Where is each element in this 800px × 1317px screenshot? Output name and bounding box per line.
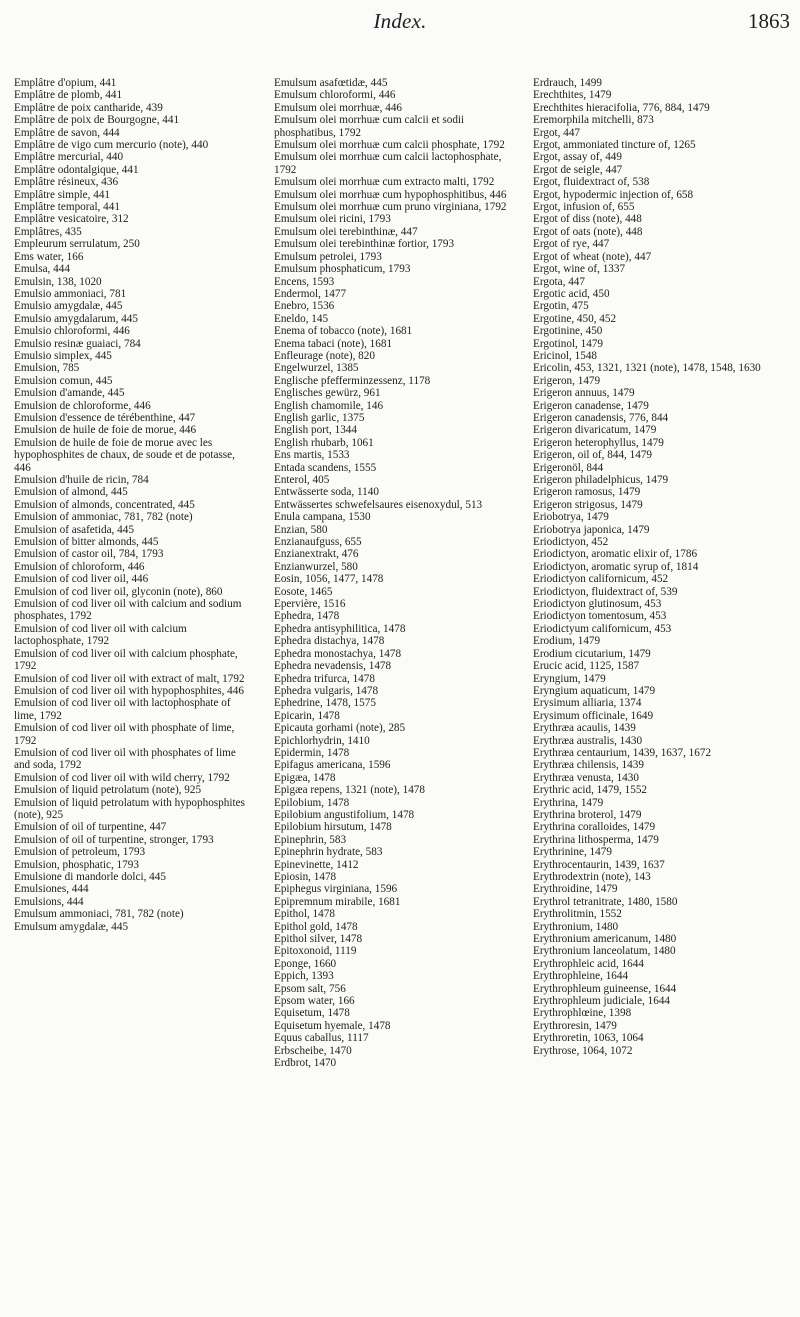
index-entry: Ergot of wheat (note), 447 <box>533 250 652 263</box>
index-entry: Epichlorhydrin, 1410 <box>274 734 370 747</box>
index-entry: Ergot of oats (note), 448 <box>533 225 643 238</box>
index-entry: Emulsum olei ricini, 1793 <box>274 213 391 226</box>
index-entry: Erigeron strigosus, 1479 <box>533 498 643 511</box>
index-entry: Enebro, 1536 <box>274 300 335 313</box>
index-entry: Engelwurzel, 1385 <box>274 362 359 375</box>
index-entry: Erythroidine, 1479 <box>533 883 618 896</box>
index-entry: Epervière, 1516 <box>274 598 346 611</box>
index-entry: Emulsion d'amande, 445 <box>14 387 125 400</box>
index-entry: Emulsion of cod liver oil with calcium lactophosphate, 1792 <box>14 622 187 648</box>
index-entry: Epigæa repens, 1321 (note), 1478 <box>274 784 425 797</box>
index-entry: Emulsum olei morrhuæ cum pruno virginiana, 1792 <box>274 201 507 214</box>
index-entry: Epilobium hirsutum, 1478 <box>274 821 392 834</box>
index-entry: Emulsion de huile de foie de morue avec les hypophosphites de chaux, de soude et de potasse, 446 <box>14 436 235 474</box>
index-entry: Emulsum olei morrhuæ cum hypophosphitibus, 446 <box>274 188 507 201</box>
index-entry: Erythrophleum judiciale, 1644 <box>533 995 671 1008</box>
index-entry: Emplâtre vesicatoire, 312 <box>14 213 129 226</box>
index-entry: Emplâtre de poix de Bourgogne, 441 <box>14 114 180 127</box>
index-entry: Erigeron annuus, 1479 <box>533 387 635 400</box>
index-entry: Ergotin, 475 <box>533 300 589 313</box>
index-entry: Erdbrot, 1470 <box>274 1057 337 1070</box>
index-entry: Emulsio amygdalarum, 445 <box>14 312 138 325</box>
index-entry: Erodium cicutarium, 1479 <box>533 647 651 660</box>
index-entry: Epifagus americana, 1596 <box>274 759 391 772</box>
index-entry: Ergot of rye, 447 <box>533 238 610 251</box>
index-entry: Ephedrine, 1478, 1575 <box>274 697 376 710</box>
index-entry: Erythronium americanum, 1480 <box>533 933 677 946</box>
index-entry: Eryngium aquaticum, 1479 <box>533 684 656 697</box>
index-entry: Ericinol, 1548 <box>533 349 598 362</box>
index-entry: Emulsion of oil of turpentine, 447 <box>14 821 167 834</box>
index-entry: Erythrina coralloides, 1479 <box>533 821 656 834</box>
index-entry: Emulsion d'huile de ricin, 784 <box>14 474 149 486</box>
index-entry: Emulsum olei morrhuæ, 446 <box>274 101 403 114</box>
index-entry: Ergotinol, 1479 <box>533 337 604 350</box>
index-entry: Emulsion, 785 <box>14 362 80 375</box>
index-entry: Erythrol tetranitrate, 1480, 1580 <box>533 895 678 908</box>
index-entry: Emulsione di mandorle dolci, 445 <box>14 871 166 883</box>
index-entry: Emulsio resinæ guaiaci, 784 <box>14 337 141 350</box>
index-entry: Eneldo, 145 <box>274 312 329 325</box>
index-entry: English garlic, 1375 <box>274 411 365 424</box>
index-entry: Erigeron canadensis, 776, 844 <box>533 411 669 424</box>
index-entry: Erythronium lanceolatum, 1480 <box>533 945 676 958</box>
index-entry: Erythric acid, 1479, 1552 <box>533 784 648 797</box>
index-entry: Emplâtre de plomb, 441 <box>14 89 123 102</box>
index-entry: Epiosin, 1478 <box>274 871 337 883</box>
index-entry: Enzianwurzel, 580 <box>274 560 358 573</box>
index-entry: Equisetum hyemale, 1478 <box>274 1019 391 1032</box>
index-entry: Emulsion comun, 445 <box>14 374 113 387</box>
index-entry: Emulsion of ammoniac, 781, 782 (note) <box>14 511 193 524</box>
index-entry: Emplâtre de savon, 444 <box>14 126 120 139</box>
index-entry: Eppich, 1393 <box>274 970 334 983</box>
index-entry: Ergotinine, 450 <box>533 325 603 338</box>
index-entry: Epinevinette, 1412 <box>274 858 359 871</box>
index-entry: Ergotic acid, 450 <box>533 287 610 300</box>
index-entry: Erigeron, 1479 <box>533 374 601 387</box>
index-entry: Enema of tobacco (note), 1681 <box>274 325 413 338</box>
index-entry: Erythrina broterol, 1479 <box>533 808 642 821</box>
index-entry: Epilobium angustifolium, 1478 <box>274 808 415 821</box>
index-entry: Eosin, 1056, 1477, 1478 <box>274 573 384 586</box>
index-entry: Epipremnum mirabile, 1681 <box>274 895 401 908</box>
index-entry: Emulsum amygdalæ, 445 <box>14 920 129 933</box>
index-entry: Emulsum ammoniaci, 781, 782 (note) <box>14 908 184 921</box>
index-entry: Emulsum petrolei, 1793 <box>274 250 382 263</box>
index-entry: Erythræa venusta, 1430 <box>533 771 639 784</box>
index-entry: Ergot de seigle, 447 <box>533 163 623 176</box>
index-entry: Ergot of diss (note), 448 <box>533 213 642 226</box>
index-entry: Erythrina lithosperma, 1479 <box>533 833 659 846</box>
index-entry: Emulsum olei morrhuæ cum calcii et sodii phosphatibus, 1792 <box>274 114 465 139</box>
index-entry: Ens martis, 1533 <box>274 449 350 462</box>
index-entry: Emulsin, 138, 1020 <box>14 275 102 288</box>
index-entry: Eriodictyon tomentosum, 453 <box>533 610 667 623</box>
index-entry: Erysimum alliaria, 1374 <box>533 697 642 710</box>
index-entry: Eriodictyon, fluidextract of, 539 <box>533 585 678 598</box>
index-entry: Erythrose, 1064, 1072 <box>533 1044 633 1057</box>
index-entry: Epithol gold, 1478 <box>274 920 358 933</box>
index-column-2 <box>274 77 516 1070</box>
index-entry: Emulsion of almond, 445 <box>14 486 128 499</box>
index-entry: Emulsion of liquid petrolatum with hypophosphites (note), 925 <box>14 796 245 821</box>
index-entry: Eriobotrya japonica, 1479 <box>533 523 650 536</box>
index-entry: Epinephrin, 583 <box>274 833 347 846</box>
index-entry: Erythræa chilensis, 1439 <box>533 759 644 772</box>
index-entry: Entada scandens, 1555 <box>274 461 377 474</box>
index-entry: Eryngium, 1479 <box>533 672 606 685</box>
index-entry: Eremorphila mitchelli, 873 <box>533 114 654 127</box>
index-entry: Emulsiones, 444 <box>14 883 89 896</box>
index-entry: Emulsions, 444 <box>14 895 84 908</box>
index-entry: Equisetum, 1478 <box>274 1007 350 1020</box>
index-entry: Erythrina, 1479 <box>533 796 604 809</box>
index-entry: Emulsion of cod liver oil with calcium and sodium phosphates, 1792 <box>14 598 242 623</box>
index-entry: English chamomile, 146 <box>274 399 384 412</box>
index-entry: Empleurum serrulatum, 250 <box>14 238 140 251</box>
index-entry: Epigæa, 1478 <box>274 771 336 784</box>
index-entry: Enzian, 580 <box>274 523 328 536</box>
index-entry: Emplâtre de vigo cum mercurio (note), 440 <box>14 139 209 152</box>
index-entry: Erodium, 1479 <box>533 635 601 648</box>
index-entry: Emplâtre mercurial, 440 <box>14 151 124 164</box>
index-entry: Ephedra, 1478 <box>274 610 340 623</box>
index-entry: Erythrinine, 1479 <box>533 846 612 859</box>
index-entry: Epicauta gorhami (note), 285 <box>274 722 406 735</box>
index-entry: Eriodictyon, aromatic syrup of, 1814 <box>533 560 699 573</box>
index-entry: Erigeronöl, 844 <box>533 461 604 474</box>
index-entry: Epitoxonoid, 1119 <box>274 945 357 958</box>
index-entry: Ergot, hypodermic injection of, 658 <box>533 188 694 201</box>
index-entry: Emulsion of liquid petrolatum (note), 925 <box>14 784 202 797</box>
index-entry: Erechthites hieracifolia, 776, 884, 1479 <box>533 101 710 114</box>
index-entry: Enzianextrakt, 476 <box>274 548 359 561</box>
index-entry: Ergot, ammoniated tincture of, 1265 <box>533 139 696 152</box>
index-entry: Erigeron ramosus, 1479 <box>533 486 641 499</box>
index-entry: Emulsum asafœtidæ, 445 <box>274 77 388 89</box>
index-entry: Emulsion d'essence de térébenthine, 447 <box>14 411 196 424</box>
index-entry: Emulsum olei morrhuæ cum extracto malti, 1792 <box>274 176 495 189</box>
index-entry: Ergot, 447 <box>533 126 581 139</box>
index-entry: Ephedra distachya, 1478 <box>274 635 385 648</box>
index-entry: Erysimum officinale, 1649 <box>533 709 654 722</box>
index-entry: Emulsion of cod liver oil with phosphates of lime and soda, 1792 <box>14 746 236 772</box>
index-entry: Emplâtre odontalgique, 441 <box>14 163 139 176</box>
index-entry: Enzianaufguss, 655 <box>274 536 362 549</box>
index-entry: Entwässerte soda, 1140 <box>274 486 379 499</box>
index-entry: Emulsion of cod liver oil, glyconin (note), 860 <box>14 585 223 598</box>
index-entry: Eriodictyon, 452 <box>533 536 609 549</box>
index-entry: Eriobotrya, 1479 <box>533 511 609 524</box>
index-entry: Emplâtre simple, 441 <box>14 188 111 201</box>
index-entry: Emulsion, phosphatic, 1793 <box>14 858 139 871</box>
index-entry: Emulsion of chloroform, 446 <box>14 560 145 573</box>
index-entry: Englisches gewürz, 961 <box>274 387 381 400</box>
index-entry: Emulsa, 444 <box>14 263 70 276</box>
index-column-3 <box>533 77 795 1057</box>
index-entry: Ergot, infusion of, 655 <box>533 201 635 214</box>
page-number: 1863 <box>748 9 790 33</box>
index-entry: Epsom water, 166 <box>274 995 355 1008</box>
index-entry: Erythrolitmin, 1552 <box>533 908 622 921</box>
index-entry: Erechthites, 1479 <box>533 89 612 102</box>
index-entry: Erythronium, 1480 <box>533 920 619 933</box>
index-entry: Erigeron heterophyllus, 1479 <box>533 436 664 449</box>
index-entry: Erythræa australis, 1430 <box>533 734 643 747</box>
index-entry: Emulsum olei terebinthinæ, 447 <box>274 225 418 238</box>
index-entry: Ergot, assay of, 449 <box>533 151 622 164</box>
index-entry: Emulsum olei morrhuæ cum calcii lactophosphate, 1792 <box>274 151 502 176</box>
index-entry: Emulsio amygdalæ, 445 <box>14 300 123 313</box>
index-entry: Enfleurage (note), 820 <box>274 349 375 362</box>
index-entry: Emulsum olei morrhuæ cum calcii phosphate, 1792 <box>274 139 505 152</box>
index-entry: Eriodictyon glutinosum, 453 <box>533 598 662 611</box>
index-entry: Epiphegus virginiana, 1596 <box>274 883 398 896</box>
page-header <box>0 0 800 40</box>
index-entry: Erythroretin, 1063, 1064 <box>533 1032 644 1045</box>
index-entry: Erythroresin, 1479 <box>533 1019 617 1032</box>
index-entry: Erythrophleum guineense, 1644 <box>533 982 677 995</box>
index-entry: Emulsio chloroformi, 446 <box>14 325 130 338</box>
index-entry: Emulsion of castor oil, 784, 1793 <box>14 548 164 561</box>
index-entry: Emulsion of cod liver oil with hypophosphites, 446 <box>14 684 244 697</box>
index-entry: Erythrophlœine, 1398 <box>533 1007 632 1020</box>
index-entry: Erdrauch, 1499 <box>533 77 602 89</box>
index-entry: Epithol silver, 1478 <box>274 933 363 946</box>
index-entry: Epidermin, 1478 <box>274 746 350 759</box>
index-entry: Englische pfefferminzessenz, 1178 <box>274 374 431 387</box>
index-entry: Encens, 1593 <box>274 275 335 288</box>
index-entry: Erucic acid, 1125, 1587 <box>533 660 640 673</box>
index-entry: Emulsum chloroformi, 446 <box>274 89 396 102</box>
index-entry: Emplâtre temporal, 441 <box>14 201 120 214</box>
page-title: Index. <box>373 9 427 33</box>
index-entry: Eponge, 1660 <box>274 957 337 970</box>
index-entry: Erbscheibe, 1470 <box>274 1044 352 1057</box>
index-entry: Emulsio simplex, 445 <box>14 349 112 362</box>
index-entry: Emplâtres, 435 <box>14 225 82 238</box>
index-entry: Emplâtre résineux, 436 <box>14 176 119 189</box>
index-entry: Enema tabaci (note), 1681 <box>274 337 393 350</box>
index-entry: Ephedra monostachya, 1478 <box>274 647 402 660</box>
index-column-1 <box>14 77 250 933</box>
index-entry: Emulsion de huile de foie de morue, 446 <box>14 424 197 437</box>
index-entry: Emulsion of almonds, concentrated, 445 <box>14 498 195 511</box>
index-entry: Erigeron philadelphicus, 1479 <box>533 474 669 486</box>
index-entry: Ergotine, 450, 452 <box>533 312 617 325</box>
index-entry: Emplâtre d'opium, 441 <box>14 77 117 89</box>
index-entry: Emulsion of petroleum, 1793 <box>14 846 146 859</box>
index-entry: Ergot, wine of, 1337 <box>533 263 626 276</box>
index-entry: Emulsum olei terebinthinæ fortior, 1793 <box>274 238 455 251</box>
index-entry: Erythrophleic acid, 1644 <box>533 957 644 970</box>
index-entry: Ephedra nevadensis, 1478 <box>274 660 392 673</box>
index-entry: Emulsum phosphaticum, 1793 <box>274 263 411 276</box>
index-entry: Entwässertes schwefelsaures eisenoxydul, 513 <box>274 498 483 511</box>
index-entry: Emulsion of oil of turpentine, stronger, 1793 <box>14 833 214 846</box>
index-entry: Emulsion of cod liver oil, 446 <box>14 573 149 586</box>
index-entry: Epsom salt, 756 <box>274 982 346 995</box>
index-entry: Epicarin, 1478 <box>274 709 340 722</box>
index-entry: Erythræa centaurium, 1439, 1637, 1672 <box>533 746 712 759</box>
index-entry: Ericolin, 453, 1321, 1321 (note), 1478, 1548, 1630 <box>533 362 761 375</box>
index-entry: Epinephrin hydrate, 583 <box>274 846 383 859</box>
index-entry: Endermol, 1477 <box>274 287 347 300</box>
index-entry: English port, 1344 <box>274 424 357 437</box>
index-entry: Enula campana, 1530 <box>274 511 371 524</box>
index-entry: Ergota, 447 <box>533 275 585 288</box>
index-entry: Ergot, fluidextract of, 538 <box>533 176 650 189</box>
index-entry: Erythrophleine, 1644 <box>533 970 629 983</box>
index-entry: Ephedra antisyphilitica, 1478 <box>274 622 406 635</box>
index-entry: Epithol, 1478 <box>274 908 335 921</box>
index-entry: Equus caballus, 1117 <box>274 1032 369 1045</box>
index-entry: Emulsion of cod liver oil with phosphate of lime, 1792 <box>14 722 235 747</box>
index-entry: Ems water, 166 <box>14 250 84 263</box>
index-entry: Emulsion of cod liver oil with calcium phosphate, 1792 <box>14 647 238 673</box>
index-entry: Emulsion of cod liver oil with wild cherry, 1792 <box>14 771 230 784</box>
index-entry: Eriodictyon, aromatic elixir of, 1786 <box>533 548 698 561</box>
index-entry: Erigeron divaricatum, 1479 <box>533 424 657 437</box>
index-entry: Erigeron, oil of, 844, 1479 <box>533 449 653 462</box>
index-entry: Ephedra vulgaris, 1478 <box>274 684 379 697</box>
index-entry: Erythrodextrin (note), 143 <box>533 871 651 883</box>
index-entry: Emulsion of cod liver oil with lactophosphate of lime, 1792 <box>14 697 231 722</box>
index-entry: Eriodictyum californicum, 453 <box>533 622 672 635</box>
index-entry: English rhubarb, 1061 <box>274 436 374 449</box>
index-entry: Emulsion of cod liver oil with extract of malt, 1792 <box>14 672 245 685</box>
index-entry: Erigeron canadense, 1479 <box>533 399 649 412</box>
index-entry: Epilobium, 1478 <box>274 796 350 809</box>
index-entry: Erythræa acaulis, 1439 <box>533 722 636 735</box>
index-entry: Ephedra trifurca, 1478 <box>274 672 375 685</box>
index-entry: Emplâtre de poix cantharide, 439 <box>14 101 163 114</box>
index-entry: Eosote, 1465 <box>274 585 333 598</box>
index-entry: Eriodictyon californicum, 452 <box>533 573 669 586</box>
index-entry: Erythrocentaurin, 1439, 1637 <box>533 858 665 871</box>
index-entry: Emulsio ammoniaci, 781 <box>14 287 127 300</box>
index-entry: Enterol, 405 <box>274 474 330 486</box>
index-entry: Emulsion of asafetida, 445 <box>14 523 134 536</box>
index-entry: Emulsion de chloroforme, 446 <box>14 399 151 412</box>
index-entry: Emulsion of bitter almonds, 445 <box>14 536 159 549</box>
